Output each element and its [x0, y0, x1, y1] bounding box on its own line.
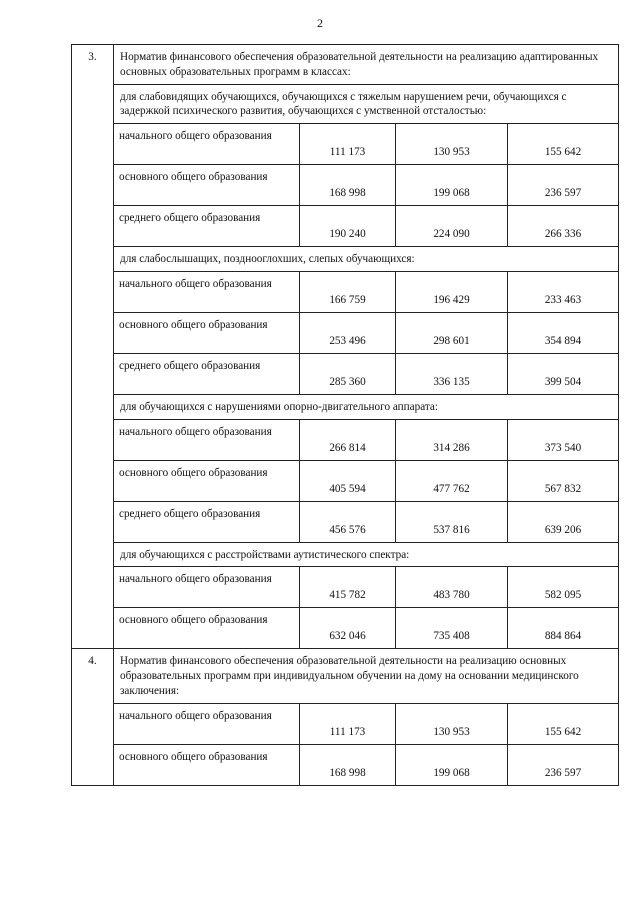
table-row: [72, 419, 619, 460]
education-level-label: начального общего образования: [114, 419, 300, 460]
education-level-label: среднего общего образования: [114, 353, 300, 394]
norm-value-2: 130 953: [396, 124, 508, 165]
norm-value-3: 884 864: [508, 608, 619, 649]
group-heading: для обучающихся с расстройствами аутистического спектра:: [114, 542, 619, 567]
norm-value-2: 196 429: [396, 271, 508, 312]
norm-value-2: 735 408: [396, 608, 508, 649]
norm-value-2: 336 135: [396, 353, 508, 394]
norm-value-1: 632 046: [300, 608, 396, 649]
group-heading-row: [72, 247, 619, 272]
norm-value-1: 285 360: [300, 353, 396, 394]
norm-value-1: 456 576: [300, 501, 396, 542]
group-heading-row: [72, 84, 619, 124]
education-level-label: начального общего образования: [114, 271, 300, 312]
norm-value-1: 168 998: [300, 165, 396, 206]
norm-value-1: 168 998: [300, 744, 396, 785]
table-row: [72, 271, 619, 312]
section-title: Норматив финансового обеспечения образовательной деятельности на реализацию адаптированных основных образовательных программ в классах:: [114, 45, 619, 85]
norm-value-2: 224 090: [396, 206, 508, 247]
table-row: [72, 312, 619, 353]
norm-value-3: 233 463: [508, 271, 619, 312]
norm-value-3: 354 894: [508, 312, 619, 353]
section-number: 4.: [72, 649, 114, 785]
education-level-label: основного общего образования: [114, 460, 300, 501]
table-row: [72, 501, 619, 542]
table-row: [72, 353, 619, 394]
section-title: Норматив финансового обеспечения образовательной деятельности на реализацию основных образовательных программ при индивидуальном обучении на дому на основании медицинского заключения:: [114, 649, 619, 703]
norm-value-2: 537 816: [396, 501, 508, 542]
norm-value-2: 298 601: [396, 312, 508, 353]
norm-value-1: 253 496: [300, 312, 396, 353]
norm-value-1: 266 814: [300, 419, 396, 460]
table-row: [72, 608, 619, 649]
norm-value-2: 314 286: [396, 419, 508, 460]
table-row: [72, 124, 619, 165]
norm-value-3: 567 832: [508, 460, 619, 501]
table-row: [72, 567, 619, 608]
norm-value-3: 399 504: [508, 353, 619, 394]
norm-value-3: 236 597: [508, 744, 619, 785]
norm-value-1: 190 240: [300, 206, 396, 247]
norm-value-3: 236 597: [508, 165, 619, 206]
norm-value-2: 483 780: [396, 567, 508, 608]
norm-value-3: 155 642: [508, 703, 619, 744]
education-level-label: среднего общего образования: [114, 501, 300, 542]
group-heading: для обучающихся с нарушениями опорно-двигательного аппарата:: [114, 394, 619, 419]
norm-value-2: 477 762: [396, 460, 508, 501]
norm-value-1: 111 173: [300, 124, 396, 165]
norm-value-2: 199 068: [396, 165, 508, 206]
education-level-label: начального общего образования: [114, 703, 300, 744]
section-number: 3.: [72, 45, 114, 649]
group-heading: для слабовидящих обучающихся, обучающихся с тяжелым нарушением речи, обучающихся с задержкой психического развития, обучающихся с умственной отсталостью:: [114, 84, 619, 124]
education-level-label: основного общего образования: [114, 608, 300, 649]
section-header-row: [72, 45, 619, 85]
norm-value-3: 266 336: [508, 206, 619, 247]
education-level-label: среднего общего образования: [114, 206, 300, 247]
page-number: 2: [317, 16, 323, 30]
table-row: [72, 165, 619, 206]
group-heading-row: [72, 394, 619, 419]
group-heading: для слабослышащих, позднооглохших, слепых обучающихся:: [114, 247, 619, 272]
norm-value-2: 199 068: [396, 744, 508, 785]
norm-value-1: 405 594: [300, 460, 396, 501]
norm-value-2: 130 953: [396, 703, 508, 744]
group-heading-row: [72, 542, 619, 567]
education-level-label: основного общего образования: [114, 744, 300, 785]
section-header-row: [72, 649, 619, 703]
education-level-label: основного общего образования: [114, 165, 300, 206]
table-row: [72, 460, 619, 501]
table-row: [72, 703, 619, 744]
funding-norms-table: [71, 44, 619, 786]
norm-value-1: 166 759: [300, 271, 396, 312]
education-level-label: основного общего образования: [114, 312, 300, 353]
education-level-label: начального общего образования: [114, 567, 300, 608]
norm-value-1: 415 782: [300, 567, 396, 608]
norm-value-3: 373 540: [508, 419, 619, 460]
education-level-label: начального общего образования: [114, 124, 300, 165]
table-row: [72, 206, 619, 247]
table-row: [72, 744, 619, 785]
norm-value-3: 155 642: [508, 124, 619, 165]
norm-value-3: 582 095: [508, 567, 619, 608]
norm-value-3: 639 206: [508, 501, 619, 542]
norm-value-1: 111 173: [300, 703, 396, 744]
